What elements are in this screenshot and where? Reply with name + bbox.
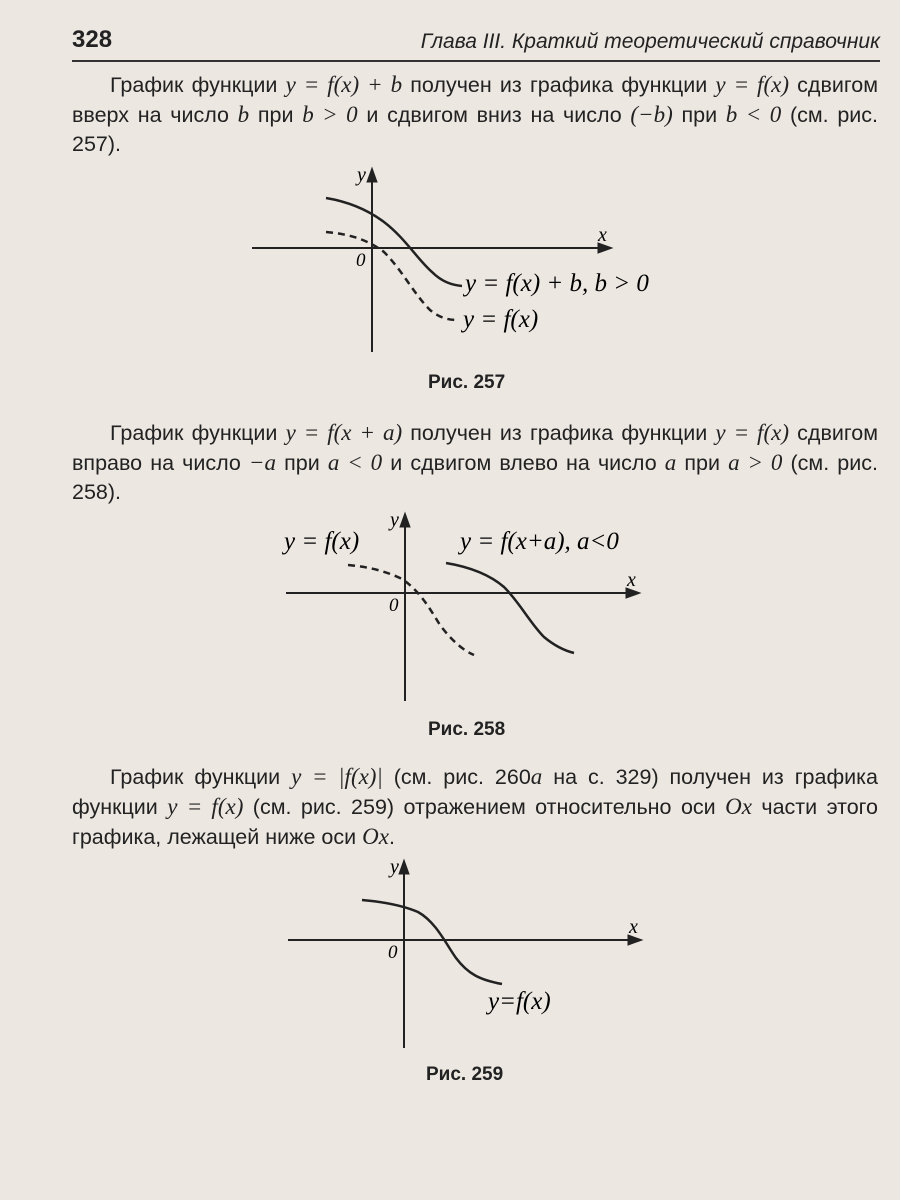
text: (см. рис. 258). — [72, 451, 878, 504]
formula: (−b) — [630, 102, 673, 127]
x-axis-label: x — [629, 916, 638, 938]
origin-label: 0 — [356, 250, 366, 271]
figure-259 — [0, 852, 900, 1092]
formula: а — [530, 764, 543, 789]
text: части этого графика, лежащей ниже оси — [72, 795, 878, 849]
text: График функции — [110, 765, 292, 789]
formula: y = f(x) — [167, 794, 244, 819]
label-shifted: y = f(x+a), a<0 — [460, 528, 619, 555]
formula: y = f(x) — [715, 72, 789, 97]
text: (см. рис. 257). — [72, 103, 879, 156]
text: получен из графика функции — [402, 73, 716, 97]
page-number: 328 — [72, 26, 113, 53]
figure-258-graph — [0, 505, 900, 745]
text: при — [276, 451, 328, 475]
formula: y = f(x) — [715, 420, 789, 445]
formula: a — [664, 450, 677, 475]
text: при — [676, 451, 729, 475]
formula: y = f(x + a) — [285, 420, 403, 445]
formula: y = |f(x)| — [291, 764, 383, 789]
paragraph-2 — [72, 418, 878, 507]
formula: Ox — [725, 794, 752, 819]
formula: y = f(x) + b — [285, 72, 403, 97]
text: при — [249, 103, 303, 127]
formula: Ox — [362, 824, 389, 849]
formula: b — [237, 102, 250, 127]
curve-base-dashed — [348, 565, 474, 655]
formula: b > 0 — [302, 102, 358, 127]
figure-259-caption: Рис. 259 — [426, 1064, 504, 1085]
text: и сдвигом вниз на число — [357, 103, 631, 127]
text: и сдвигом влево на число — [382, 451, 665, 475]
text: получен из графика функции — [402, 421, 716, 445]
text: при — [672, 103, 726, 127]
text: сдвигом вправо на число — [72, 421, 878, 475]
text: (см. рис. 260 — [382, 765, 531, 789]
x-axis-label: x — [627, 569, 636, 591]
figure-257-caption: Рис. 257 — [428, 372, 506, 393]
text: сдвигом вверх на число — [72, 73, 878, 127]
formula: a > 0 — [728, 450, 783, 475]
curve-base — [362, 900, 502, 984]
y-axis-arrow — [399, 860, 409, 874]
text: . — [388, 825, 395, 849]
figure-257 — [0, 160, 900, 400]
label-base: y = f(x) — [284, 528, 360, 555]
label-base: y = f(x) — [463, 306, 539, 333]
formula: −a — [248, 450, 277, 475]
curve-shifted — [446, 563, 574, 653]
y-axis-label: y — [390, 509, 399, 531]
y-axis-label: y — [390, 856, 399, 878]
formula: a < 0 — [327, 450, 383, 475]
origin-label: 0 — [388, 942, 398, 963]
paragraph-3 — [72, 762, 878, 852]
text: График функции — [110, 421, 286, 445]
figure-258-caption: Рис. 258 — [428, 719, 506, 740]
text: График функции — [110, 73, 286, 97]
text: на с. 329) получен из графика функции — [72, 765, 878, 819]
figure-258 — [0, 505, 900, 745]
page-header — [72, 22, 880, 62]
label-base: y=f(x) — [488, 988, 551, 1015]
y-axis-label: y — [357, 164, 366, 186]
figure-257-graph — [0, 160, 900, 400]
label-shifted: y = f(x) + b, b > 0 — [465, 270, 649, 297]
curve-shifted — [326, 198, 462, 286]
x-axis-label: x — [598, 224, 607, 246]
figure-259-graph — [0, 852, 900, 1092]
text: (см. рис. 259) отражением относительно оси — [243, 795, 726, 819]
y-axis-arrow — [367, 168, 377, 182]
formula: b < 0 — [725, 102, 782, 127]
origin-label: 0 — [389, 595, 399, 616]
paragraph-1 — [72, 70, 878, 159]
y-axis-arrow — [400, 513, 410, 527]
running-head: Глава III. Краткий теоретический справочник — [420, 30, 880, 53]
